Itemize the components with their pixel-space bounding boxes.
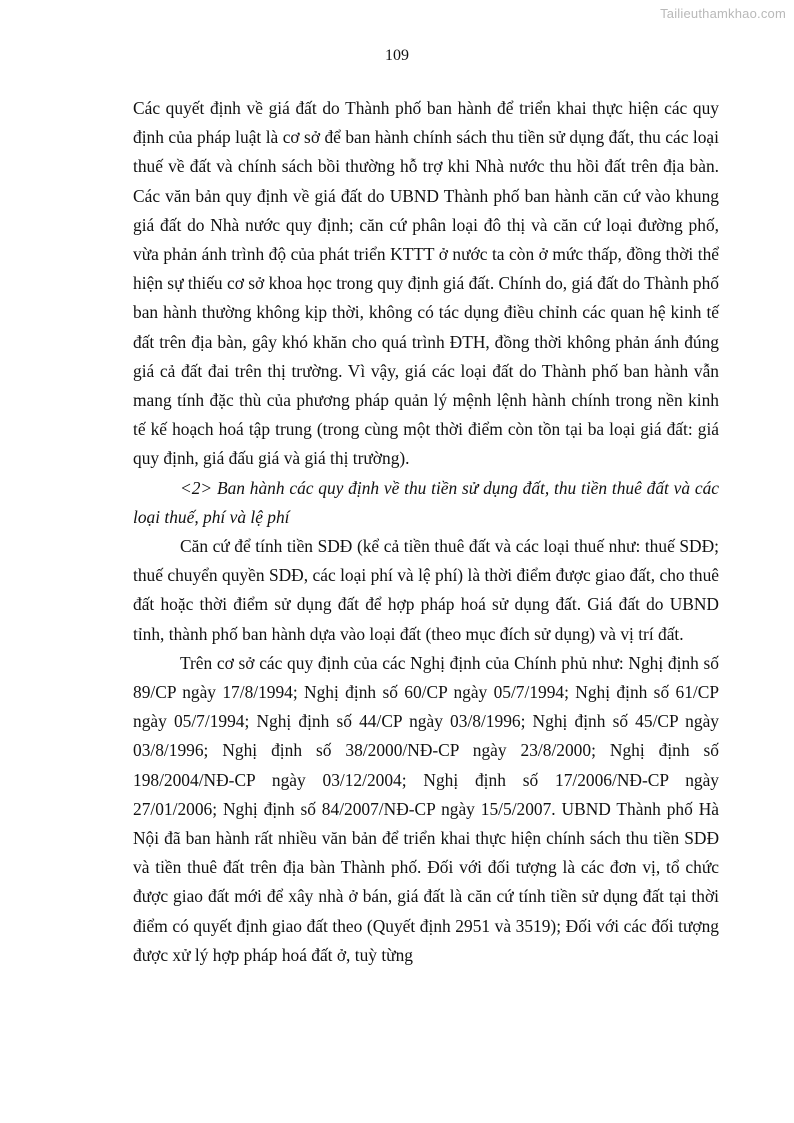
page-number: 109 (385, 47, 409, 64)
watermark: Tailieuthamkhao.com (660, 6, 786, 21)
paragraph-government-decrees: Trên cơ sở các quy định của các Nghị định của Chính phủ như: Nghị định số 89/CP ngày 17/8/1994; Nghị định số 60/CP ngày 05/7/1994; Nghị định số 61/CP ngày 05/7/1994; Nghị định số 44/CP ngày 03/8/1996; Nghị định số 45/CP ngày 03/8/1996; Nghị định số 38/2000/NĐ-CP ngày 23/8/2000; Nghị định số 198/2004/NĐ-CP ngày 03/12/2004; Nghị định số 17/2006/NĐ-CP ngày 27/01/2006; Nghị định số 84/2007/NĐ-CP ngày 15/5/2007. UBND Thành phố Hà Nội đã ban hành rất nhiều văn bản để triển khai thực hiện chính sách thu tiền SDĐ và tiền thuê đất trên địa bàn Thành phố. Đối với đối tượng là các đơn vị, tổ chức được giao đất mới để xây nhà ở bán, giá đất là căn cứ tính tiền sử dụng đất tại thời điểm có quyết định giao đất theo (Quyết định 2951 và 3519); Đối với các đối tượng được xử lý hợp pháp hoá đất ở, tuỳ từng (133, 652, 719, 965)
paragraph-land-price-decisions: Các quyết định về giá đất do Thành phố ban hành để triển khai thực hiện các quy định của pháp luật là cơ sở để ban hành chính sách thu tiền sử dụng đất, thu các loại thuế về đất và chính sách bồi thường hỗ trợ khi Nhà nước thu hồi đất trên địa bàn. Các văn bản quy định về giá đất do UBND Thành phố ban hành căn cứ vào khung giá đất do Nhà nước quy định; căn cứ phân loại đô thị và căn cứ loại đường phố, vừa phản ánh trình độ của phát triển KTTT ở nước ta còn ở mức thấp, đồng thời thể hiện sự thiếu cơ sở khoa học trong quy định giá đất. Chính do, giá đất do Thành phố ban hành thường không kịp thời, không có tác dụng điều chỉnh các quan hệ kinh tế đất trên địa bàn, gây khó khăn cho quá trình ĐTH, đồng thời không phản ánh đúng giá cả đất đai trên thị trường. Vì vậy, giá các loại đất do Thành phố ban hành vẫn mang tính đặc thù của phương pháp quản lý mệnh lệnh hành chính trong nền kinh tế kế hoạch hoá tập trung (trong cùng một thời điểm còn tồn tại ba loại giá đất: giá quy định, giá đấu giá và giá thị trường). (133, 98, 719, 469)
paragraph-basis-for-fees: Căn cứ để tính tiền SDĐ (kể cả tiền thuê đất và các loại thuế như: thuế SDĐ; thuế chuyển quyền SDĐ, các loại phí và lệ phí) là thời điểm được giao đất, cho thuê đất hoặc thời điểm sử dụng đất để hợp pháp hoá sử dụng đất. Giá đất do UBND tỉnh, thành phố ban hành dựa vào loại đất (theo mục đích sử dụng) và vị trí đất. (133, 536, 719, 644)
section-heading-fees-taxes: <2> Ban hành các quy định về thu tiền sử dụng đất, thu tiền thuê đất và các loại thuế, phí và lệ phí (133, 477, 719, 527)
document-body (133, 94, 719, 970)
